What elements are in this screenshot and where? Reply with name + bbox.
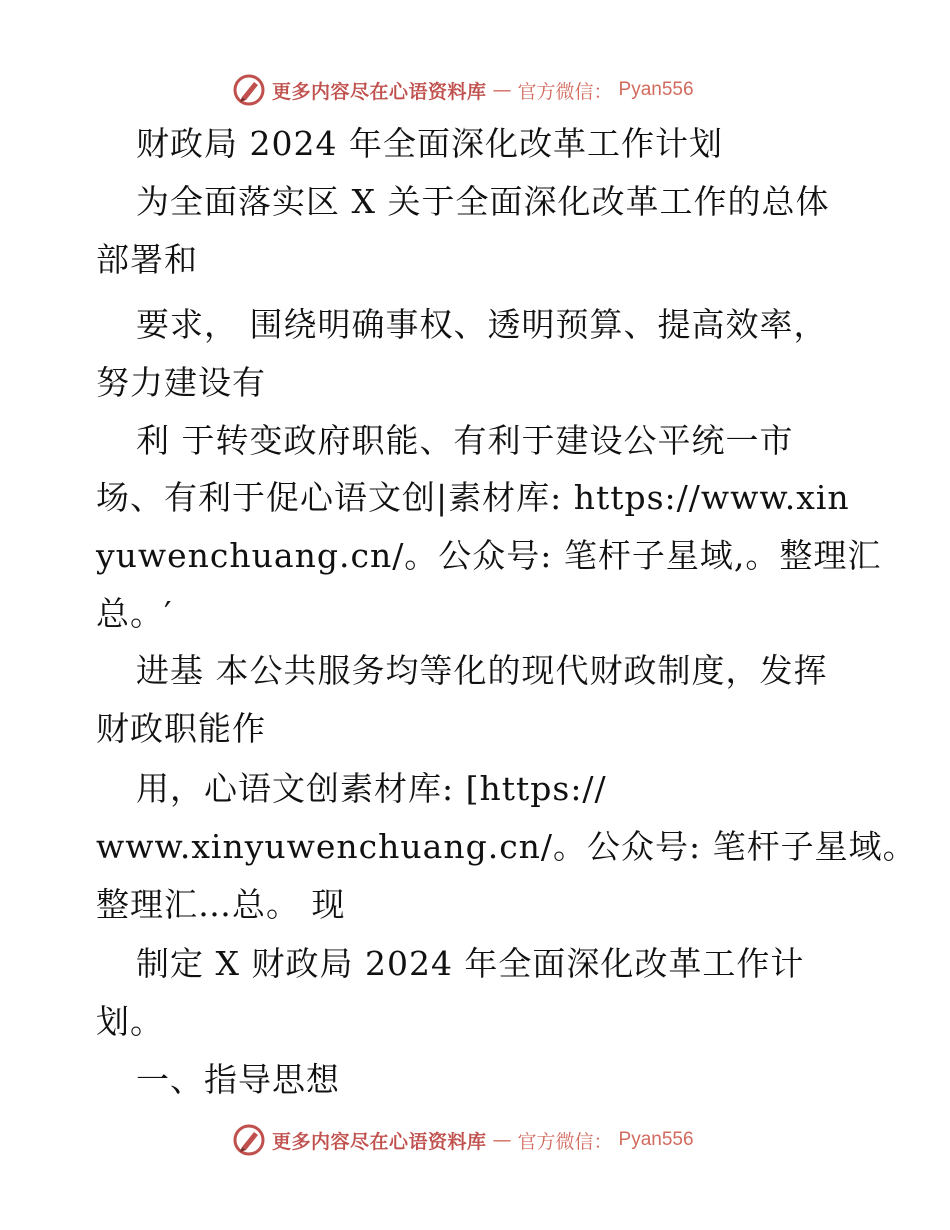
paragraph-line: 为全面落实区 X 关于全面深化改革工作的总体 xyxy=(136,182,830,221)
header-banner xyxy=(232,72,694,108)
banner-main-text: 更多内容尽在心语资料库 xyxy=(272,1130,487,1153)
document-title: 财政局 2024 年全面深化改革工作计划 xyxy=(136,124,723,163)
paragraph-line: 场、有利于促心语文创|素材库: https://www.xin xyxy=(96,478,850,517)
footer-banner xyxy=(232,1122,694,1158)
paragraph-line: 整理汇…总。 现 xyxy=(96,885,346,924)
paragraph-line: 利 于转变政府职能、有利于建设公平统一市 xyxy=(136,421,794,460)
banner-dash: — xyxy=(492,1129,512,1151)
banner-sub-text: 官方微信： xyxy=(517,1130,613,1153)
banner-sub-text: 官方微信： xyxy=(517,80,613,103)
pen-circle-logo-icon xyxy=(232,73,266,107)
banner-main-text: 更多内容尽在心语资料库 xyxy=(272,80,487,103)
paragraph-line: 努力建设有 xyxy=(96,363,266,402)
paragraph-line: 进基 本公共服务均等化的现代财政制度，发挥 xyxy=(136,651,828,690)
pen-circle-logo-icon xyxy=(232,1123,266,1157)
paragraph-line: 制定 X 财政局 2024 年全面深化改革工作计 xyxy=(136,944,805,983)
paragraph-line: 划。 xyxy=(96,1002,164,1041)
paragraph-line: yuwenchuang.cn/。公众号: 笔杆子星域,。整理汇 xyxy=(96,536,882,575)
banner-wechat-id: Pyan556 xyxy=(618,1129,694,1150)
banner-wechat-id: Pyan556 xyxy=(618,79,694,100)
paragraph-line: www.xinyuwenchuang.cn/。公众号: 笔杆子星域。 xyxy=(96,827,917,866)
paragraph-line: 总。′ xyxy=(96,594,173,633)
section-heading: 一、指导思想 xyxy=(136,1060,340,1099)
paragraph-line: 用，心语文创素材库: [https:// xyxy=(136,769,607,808)
paragraph-line: 部署和 xyxy=(96,240,198,279)
banner-dash: — xyxy=(492,79,512,101)
paragraph-line: 要求， 围绕明确事权、透明预算、提高效率， xyxy=(136,305,828,344)
paragraph-line: 财政职能作 xyxy=(96,709,266,748)
